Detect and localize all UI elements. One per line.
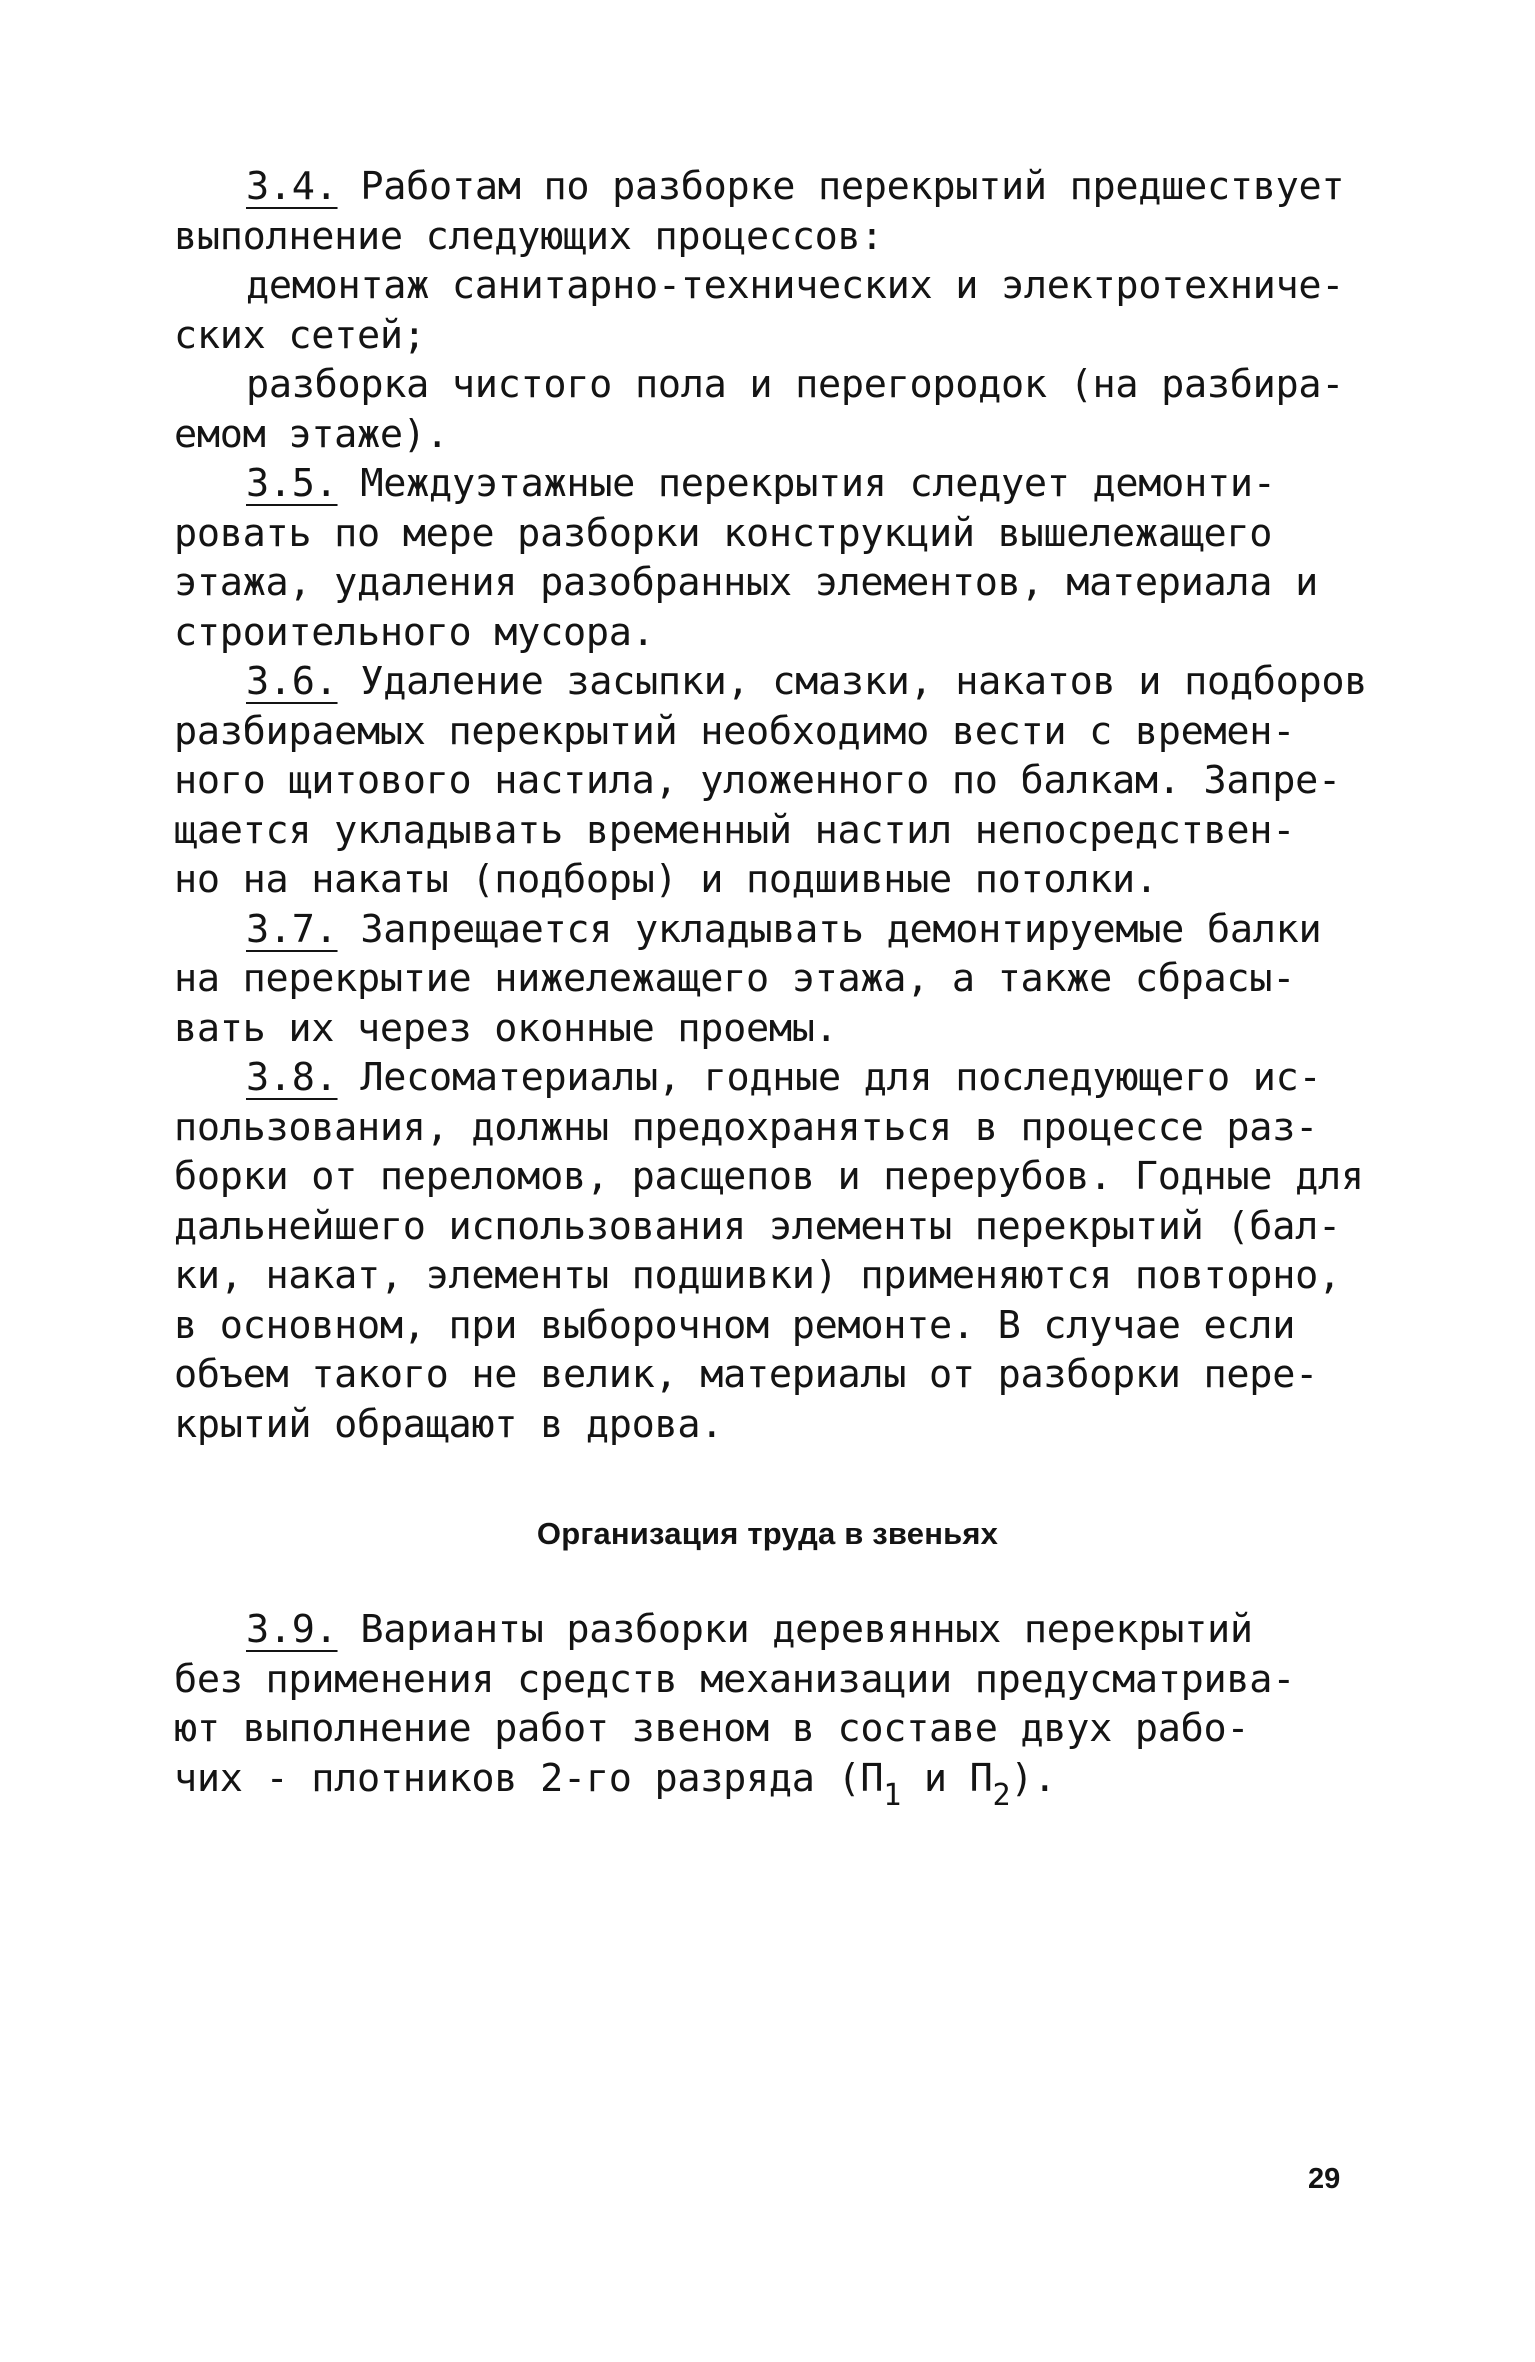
paragraph-3-4-line: 3.4. Работам по разборке перекрытий предшествует xyxy=(246,164,1345,209)
paragraph-3-5-line: 3.5. Междуэтажные перекрытия следует демонти- xyxy=(246,461,1276,506)
paragraph-3-6-line: ного щитового настила, уложенного по балкам. Запре- xyxy=(174,758,1341,803)
paragraph-3-6-line: но на накаты (подборы) и подшивные потолки. xyxy=(174,857,1158,902)
paragraph-3-9-line: чих - плотников 2-го разряда ($П_1$ и $П_2$). xyxy=(174,1755,1057,1813)
paragraph-3-8-line: борки от переломов, расщепов и перерубов. Годные для xyxy=(174,1154,1364,1199)
subscript-1: 1 xyxy=(883,1777,902,1813)
paragraph-3-9-line: ют выполнение работ звеном в составе двух рабо- xyxy=(174,1706,1250,1751)
section-number: 3.7. xyxy=(246,906,338,952)
paragraph-3-9-line: без применения средств механизации предусматрива- xyxy=(174,1656,1296,1702)
section-number: 3.4. xyxy=(246,164,338,209)
section-heading: Организация труда в звеньях xyxy=(536,1516,999,1551)
paragraph-3-8-line: объем такого не велик, материалы от разборки пере- xyxy=(174,1352,1318,1397)
paragraph-3-7-line: вать их через оконные проемы. xyxy=(174,1005,838,1051)
paragraph-3-7-line: 3.7. Запрещается укладывать демонтируемые балки xyxy=(246,906,1322,952)
section-number: 3.6. xyxy=(246,659,338,704)
paragraph-3-6-line: 3.6. Удаление засыпки, смазки, накатов и подборов xyxy=(246,659,1368,704)
paragraph-3-8-line: крытий обращают в дрова. xyxy=(174,1401,724,1447)
section-number: 3.5. xyxy=(246,461,338,506)
section-number: 3.8. xyxy=(246,1055,338,1100)
main-text-block xyxy=(174,162,1366,1449)
paragraph-3-4-line: емом этаже). xyxy=(174,411,449,457)
page-number: 29 xyxy=(1308,2163,1341,2195)
paragraph-3-8-line: 3.8. Лесоматериалы, годные для последующего ис- xyxy=(246,1055,1322,1100)
paragraph-3-8-line: в основном, при выборочном ремонте. В случае если xyxy=(174,1302,1296,1348)
paragraph-3-8-line: ки, накат, элементы подшивки) применяются повторно, xyxy=(174,1253,1341,1298)
section-3-9-block xyxy=(174,1605,1366,1813)
subscript-2: 2 xyxy=(992,1777,1011,1813)
paragraph-3-9-line: 3.9. Варианты разборки деревянных перекрытий xyxy=(246,1607,1253,1652)
paragraph-3-4-line: ских сетей; xyxy=(174,312,426,358)
paragraph-3-5-line: ровать по мере разборки конструкций вышележащего xyxy=(174,510,1273,556)
paragraph-3-4-line: демонтаж санитарно-технических и электротехниче- xyxy=(246,263,1345,308)
paragraph-3-8-line: дальнейшего использования элементы перекрытий (бал- xyxy=(174,1203,1341,1249)
paragraph-3-5-line: этажа, удаления разобранных элементов, материала и xyxy=(174,560,1318,605)
paragraph-3-4-line: выполнение следующих процессов: xyxy=(174,213,884,259)
paragraph-3-6-line: разбираемых перекрытий необходимо вести с времен- xyxy=(174,708,1296,754)
paragraph-3-8-line: пользования, должны предохраняться в процессе раз- xyxy=(174,1104,1318,1150)
paragraph-3-7-line: на перекрытие нижележащего этажа, а также сбрасы- xyxy=(174,956,1296,1001)
section-number: 3.9. xyxy=(246,1607,338,1652)
paragraph-3-4-line: разборка чистого пола и перегородок (на разбира- xyxy=(246,362,1345,407)
paragraph-3-6-line: щается укладывать временный настил непосредствен- xyxy=(174,807,1296,853)
paragraph-3-5-line: строительного мусора. xyxy=(174,609,655,655)
